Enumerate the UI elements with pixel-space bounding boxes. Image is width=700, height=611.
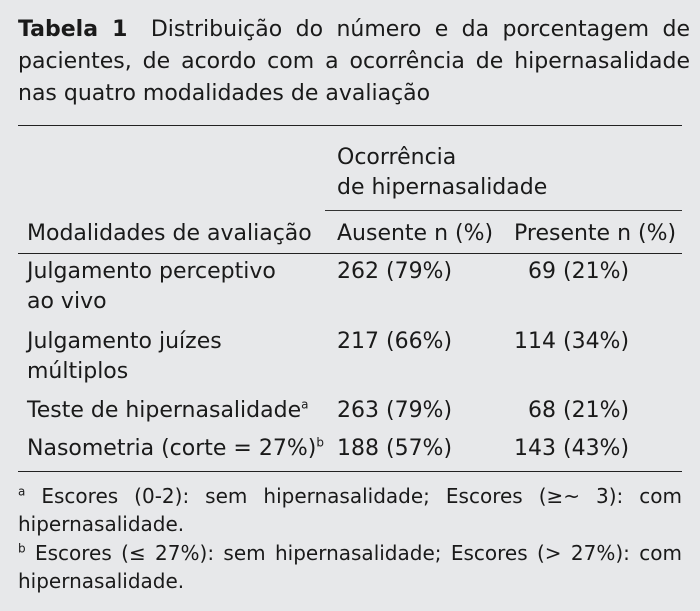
row-4-footnote-mark: b bbox=[316, 435, 324, 450]
row-2-absent: 217 (66%) bbox=[337, 329, 453, 354]
footnote-b-text: Escores (≤ 27%): sem hipernasalidade; Escores (> 27%): com hipernasalidade. bbox=[18, 541, 682, 593]
top-rule bbox=[18, 125, 682, 126]
row-2-label-line1: Julgamento juízes bbox=[27, 329, 222, 354]
row-1-present: 69 (21%) bbox=[528, 259, 630, 284]
row-3-absent: 263 (79%) bbox=[337, 398, 453, 423]
row-4-label bbox=[27, 433, 324, 464]
table-label: Tabela 1 bbox=[18, 17, 128, 42]
column-header-modalidades: Modalidades de avaliação bbox=[27, 221, 312, 246]
header-rule bbox=[18, 253, 682, 254]
row-4-present: 143 (43%) bbox=[514, 436, 630, 461]
group-header-line1: Ocorrência bbox=[337, 145, 457, 170]
column-header-presente: Presente n (%) bbox=[514, 221, 677, 246]
row-2-label-line2: múltiplos bbox=[27, 359, 129, 384]
caption-text: Distribuição do número e da porcentagem de pacientes, de acordo com a ocorrência de hipernasalidade nas quatro modalidades de avaliação bbox=[18, 17, 690, 106]
row-4-label-text: Nasometria (corte = 27%) bbox=[27, 436, 317, 461]
table-caption bbox=[18, 14, 690, 110]
footnote-b-mark: b bbox=[18, 541, 26, 556]
footnote-a bbox=[18, 482, 682, 538]
row-3-label bbox=[27, 395, 308, 426]
row-1-label-line2: ao vivo bbox=[27, 289, 107, 314]
bottom-rule bbox=[18, 471, 682, 472]
footnote-a-text: Escores (0-2): sem hipernasalidade; Escores (≥~ 3): com hipernasalidade. bbox=[18, 484, 683, 536]
table-footnotes bbox=[18, 482, 682, 595]
column-header-ausente: Ausente n (%) bbox=[337, 221, 494, 246]
footnote-b bbox=[18, 539, 682, 595]
row-3-present: 68 (21%) bbox=[528, 398, 630, 423]
row-1-absent: 262 (79%) bbox=[337, 259, 453, 284]
group-header-line2: de hipernasalidade bbox=[337, 175, 548, 200]
row-3-footnote-mark: a bbox=[301, 397, 309, 412]
row-3-label-text: Teste de hipernasalidade bbox=[27, 398, 302, 423]
row-1-label-line1: Julgamento perceptivo bbox=[27, 259, 276, 284]
footnote-a-mark: a bbox=[18, 484, 26, 499]
row-2-present: 114 (34%) bbox=[514, 329, 630, 354]
group-header-rule bbox=[325, 210, 682, 211]
row-4-absent: 188 (57%) bbox=[337, 436, 453, 461]
